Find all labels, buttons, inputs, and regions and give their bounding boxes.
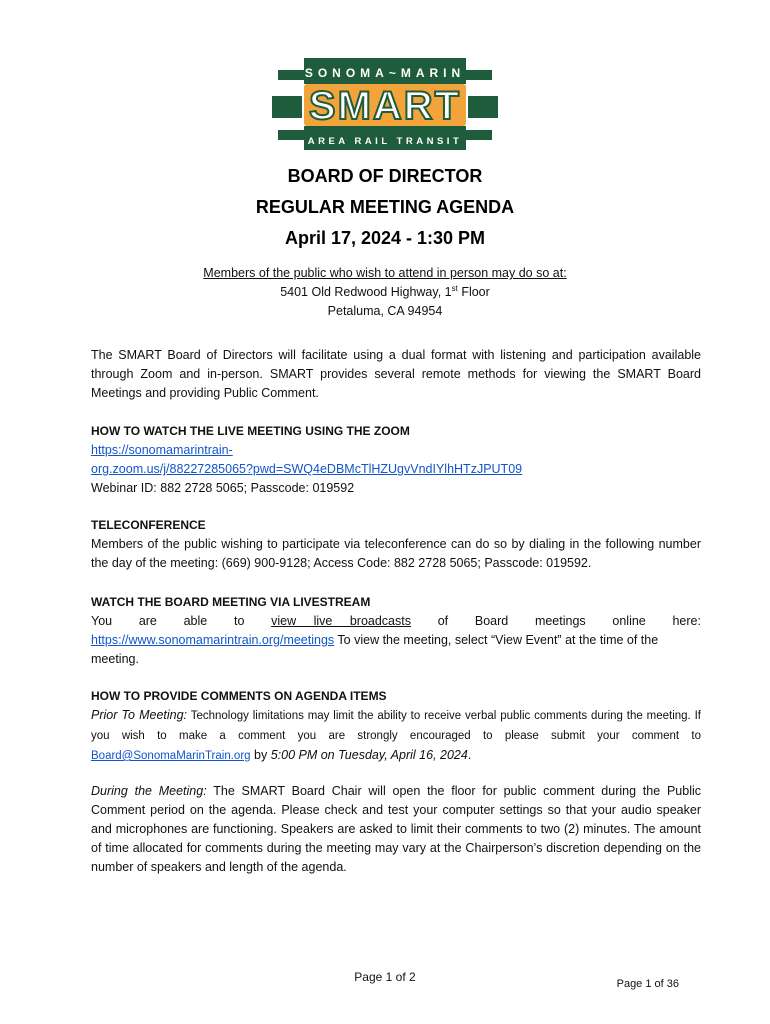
word: able bbox=[183, 614, 208, 628]
comment-deadline: 5:00 PM on Tuesday, April 16, 2024 bbox=[270, 748, 468, 762]
during-meeting-paragraph bbox=[91, 782, 701, 877]
zoom-heading: HOW TO WATCH THE LIVE MEETING USING THE ZOOM bbox=[91, 424, 410, 438]
livestream-heading: WATCH THE BOARD MEETING VIA LIVESTREAM bbox=[91, 595, 371, 609]
by-text: by bbox=[250, 748, 271, 762]
agenda-title bbox=[0, 161, 770, 254]
prior-label: Prior To Meeting: bbox=[91, 708, 188, 722]
word: are bbox=[138, 614, 157, 628]
address-superscript: st bbox=[451, 283, 458, 293]
teleconference-text: Members of the public wishing to participate via teleconference can do so by dialing in the following number the day of the meeting: (669) 900-9128; Access Code: 882 2728 5065; Passcode: 019592. bbox=[91, 537, 701, 570]
title-line-1: BOARD OF DIRECTOR bbox=[287, 166, 483, 186]
zoom-section bbox=[91, 422, 701, 498]
comments-heading: HOW TO PROVIDE COMMENTS ON AGENDA ITEMS bbox=[91, 689, 387, 703]
during-text: The SMART Board Chair will open the floor for public comment during the Public Comment period on the agenda. Please check and test your computer settings so that your audio speaker and microphones are functioning. Speakers are asked to limit their comments to two (2) minutes. The amount of time allocated for comments during the meeting may vary at the Chairperson’s discretion depending on the number of speakers and length of the agenda. bbox=[91, 784, 701, 874]
page-number-right: Page 1 of 36 bbox=[616, 978, 679, 990]
word: here: bbox=[672, 614, 701, 628]
teleconference-heading: TELECONFERENCE bbox=[91, 518, 206, 532]
livestream-after-url: To view the meeting, select “View Event” at the time of the meeting. bbox=[91, 633, 659, 666]
venue-address bbox=[0, 283, 770, 302]
livestream-line-2 bbox=[91, 631, 701, 669]
zoom-link-line-1[interactable]: https://sonomamarintrain- bbox=[91, 443, 233, 457]
meetings-url-link[interactable]: https://www.sonomamarintrain.org/meetings bbox=[91, 633, 335, 647]
word: of bbox=[437, 614, 449, 628]
during-label: During the Meeting: bbox=[91, 784, 207, 798]
intro-paragraph: The SMART Board of Directors will facilitate using a dual format with listening and participation available through Zoom and in-person. SMART provides several remote methods for viewing the SMART Board Meetings and providing Public Comment. bbox=[91, 348, 701, 400]
webinar-info: Webinar ID: 882 2728 5065; Passcode: 019592 bbox=[91, 481, 355, 495]
zoom-link-line-2[interactable]: org.zoom.us/j/88227285065?pwd=SWQ4eDBMcTlHZUgvVndIYlhHTzJPUT09 bbox=[91, 462, 523, 476]
word: online bbox=[612, 614, 646, 628]
word: meetings bbox=[534, 614, 586, 628]
teleconference-section bbox=[91, 516, 701, 573]
venue-block bbox=[0, 264, 770, 321]
address-main: 5401 Old Redwood Highway, 1 bbox=[280, 285, 452, 299]
word: to bbox=[233, 614, 245, 628]
logo-bottom-text: AREA RAIL TRANSIT bbox=[307, 136, 463, 147]
livestream-section bbox=[91, 593, 701, 669]
prior-to-meeting-paragraph bbox=[91, 706, 701, 766]
venue-intro: Members of the public who wish to attend in person may do so at: bbox=[203, 266, 567, 280]
word: You bbox=[91, 614, 113, 628]
period: . bbox=[467, 748, 472, 762]
word: Board bbox=[474, 614, 509, 628]
prior-text: Technology limitations may limit the ability to receive verbal public comments during the meeting. If you wish to make a comment you are strongly encouraged to please submit your comment to bbox=[91, 710, 701, 742]
board-email-link[interactable]: Board@SonomaMarinTrain.org bbox=[91, 750, 251, 762]
address-tail: Floor bbox=[457, 285, 490, 299]
logo-top-text: SONOMA~MARIN bbox=[304, 66, 466, 80]
venue-city: Petaluma, CA 94954 bbox=[327, 304, 443, 318]
comments-section bbox=[91, 687, 701, 766]
title-line-3: April 17, 2024 - 1:30 PM bbox=[284, 228, 486, 248]
page-number-center: Page 1 of 2 bbox=[354, 970, 416, 984]
view-live-broadcasts-link[interactable]: view live broadcasts bbox=[271, 614, 411, 628]
smart-logo bbox=[0, 56, 770, 156]
title-line-2: REGULAR MEETING AGENDA bbox=[255, 197, 515, 217]
logo-brand-text: SMART bbox=[308, 84, 462, 128]
livestream-line-1 bbox=[91, 612, 701, 631]
smart-logo-graphic bbox=[270, 56, 500, 152]
